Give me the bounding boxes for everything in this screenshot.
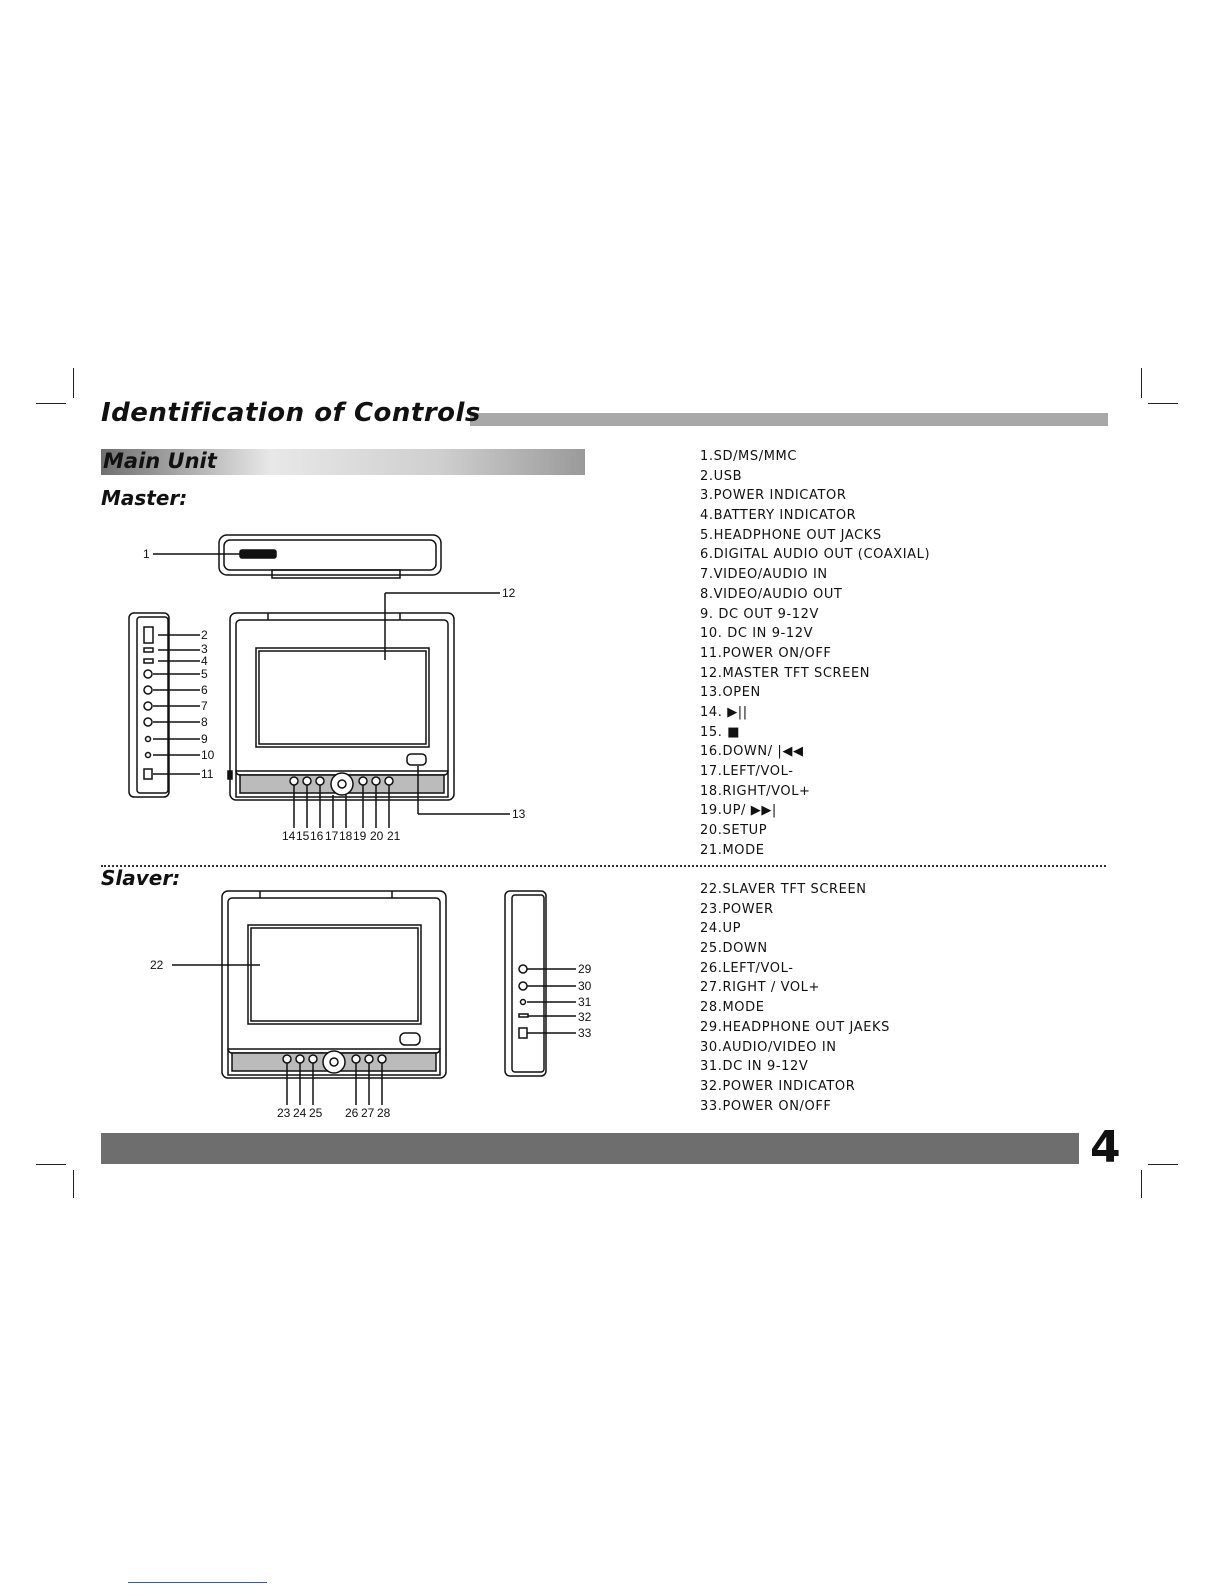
list-item: 6.DIGITAL AUDIO OUT (COAXIAL) [700, 547, 931, 563]
list-item: 16.DOWN/ |◀◀ [700, 744, 804, 760]
list-item: 14. ▶|| [700, 704, 748, 720]
callout-label: 20 [370, 829, 384, 843]
callout-label: 19 [353, 829, 367, 843]
callout-label: 17 [325, 829, 339, 843]
callout-label: 14 [282, 829, 296, 843]
callout-label: 26 [345, 1106, 359, 1120]
callout-label: 5 [201, 667, 208, 681]
list-item: 13.OPEN [700, 685, 761, 701]
list-item: 8.VIDEO/AUDIO OUT [700, 586, 843, 602]
callout-label: 10 [201, 748, 215, 762]
callout-label: 22 [150, 958, 164, 972]
footer-bar [101, 1133, 1079, 1164]
list-item: 31.DC IN 9-12V [700, 1059, 809, 1075]
callout-label: 31 [578, 995, 592, 1009]
list-item: 2.USB [700, 468, 743, 484]
list-item: 15. ■ [700, 724, 741, 740]
list-item: 10. DC IN 9-12V [700, 626, 814, 642]
list-item: 21.MODE [700, 842, 765, 858]
list-item: 33.POWER ON/OFF [700, 1098, 832, 1114]
callout-label: 11 [201, 767, 214, 781]
list-item: 30.AUDIO/VIDEO IN [700, 1039, 837, 1055]
callout-label: 24 [293, 1106, 307, 1120]
section-heading-slaver: Slaver: [101, 866, 181, 890]
callout-label: 23 [277, 1106, 291, 1120]
list-item: 20.SETUP [700, 823, 768, 839]
callout-label: 12 [502, 586, 516, 600]
callout-label: 33 [578, 1026, 592, 1040]
list-item: 25.DOWN [700, 941, 768, 957]
list-item: 27.RIGHT / VOL+ [700, 980, 821, 996]
slaver-front-view [222, 891, 446, 1078]
callout-label: 16 [310, 829, 324, 843]
list-item: 11.POWER ON/OFF [700, 645, 832, 661]
list-item: 12.MASTER TFT SCREEN [700, 665, 871, 681]
list-item: 32.POWER INDICATOR [700, 1078, 856, 1094]
callout-label: 2 [201, 628, 208, 642]
master-front-view [228, 613, 454, 800]
list-item: 29.HEADPHONE OUT JAEKS [700, 1019, 890, 1035]
callout-label: 32 [578, 1010, 592, 1024]
callout-label: 28 [377, 1106, 391, 1120]
master-side-view [129, 613, 169, 797]
section-heading-master: Master: [101, 486, 188, 510]
list-item: 23.POWER [700, 901, 774, 917]
link-underline [128, 1582, 267, 1583]
list-item: 19.UP/ ▶▶| [700, 803, 777, 819]
callout-label: 21 [387, 829, 401, 843]
master-top-view [219, 535, 441, 578]
page-number: 4 [1090, 1122, 1121, 1173]
list-item: 5.HEADPHONE OUT JACKS [700, 527, 882, 543]
list-item: 1.SD/MS/MMC [700, 449, 798, 464]
callout-label: 29 [578, 962, 592, 976]
callout-label: 27 [361, 1106, 375, 1120]
callout-label: 25 [309, 1106, 323, 1120]
callout-label: 4 [201, 654, 208, 668]
list-item: 3.POWER INDICATOR [700, 488, 847, 504]
list-item: 18.RIGHT/VOL+ [700, 783, 811, 799]
callout-label: 13 [512, 807, 526, 821]
callout-label: 7 [201, 699, 208, 713]
section-heading-main-unit: Main Unit [103, 449, 217, 473]
page-title: Identification of Controls [101, 398, 481, 428]
callout-label: 3 [201, 642, 208, 656]
callout-label: 15 [296, 829, 310, 843]
list-item: 4.BATTERY INDICATOR [700, 508, 857, 524]
callout-label: 18 [339, 829, 353, 843]
list-item: 17.LEFT/VOL- [700, 764, 794, 779]
list-item: 24.UP [700, 921, 742, 937]
list-item: 7.VIDEO/AUDIO IN [700, 567, 828, 583]
callout-label: 9 [201, 732, 208, 746]
list-item: 22.SLAVER TFT SCREEN [700, 882, 867, 897]
list-item: 28.MODE [700, 1000, 765, 1016]
callout-label: 6 [201, 683, 208, 697]
callout-label: 1 [143, 547, 150, 561]
callout-label: 8 [201, 715, 208, 729]
callout-label: 30 [578, 979, 592, 993]
slaver-side-view [505, 891, 546, 1076]
list-item: 9. DC OUT 9-12V [700, 606, 819, 622]
list-item: 26.LEFT/VOL- [700, 960, 794, 976]
